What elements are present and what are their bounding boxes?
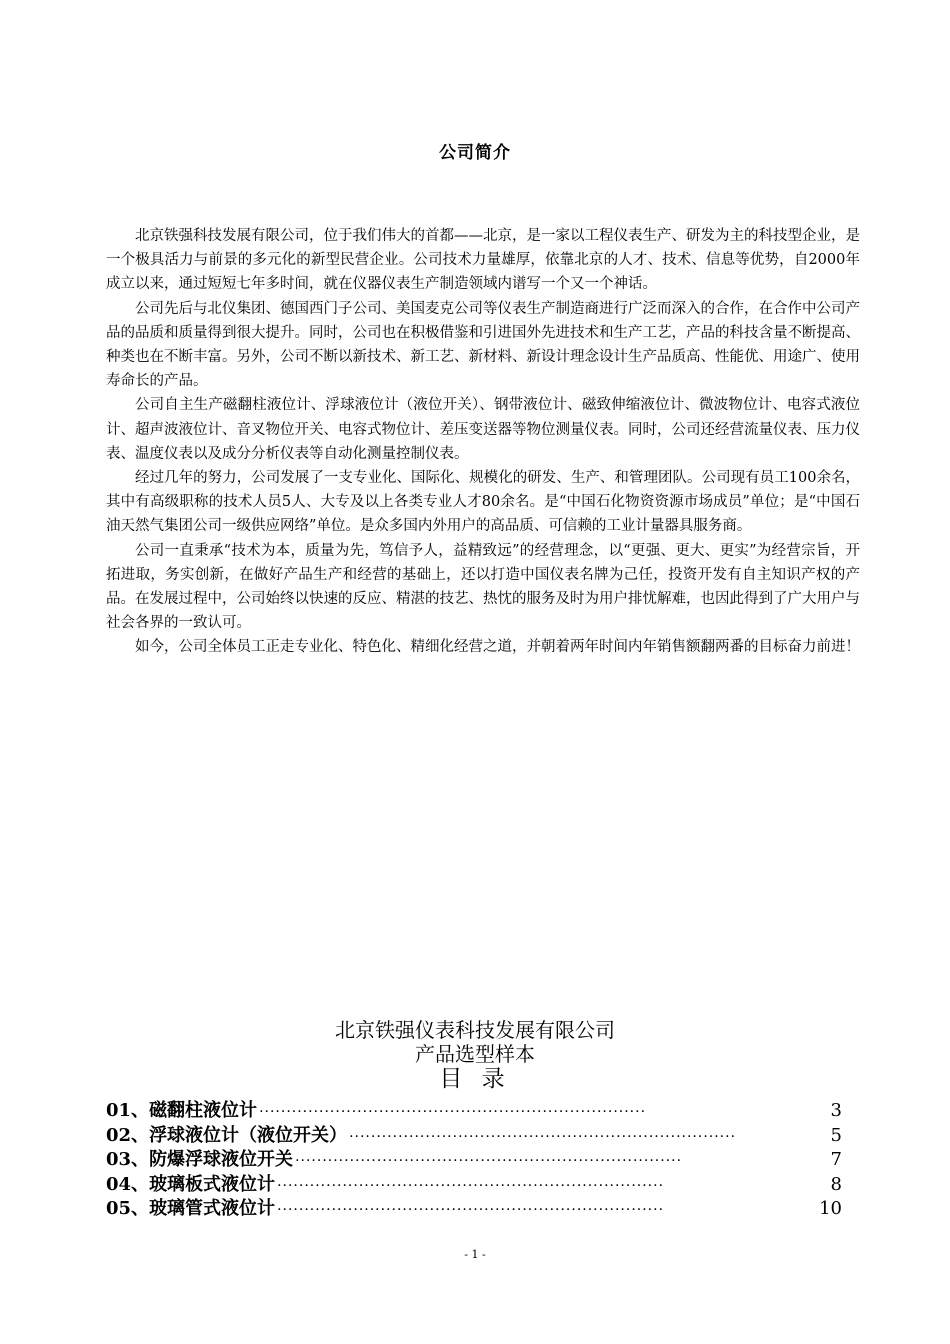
intro-title: 公司简介	[439, 143, 511, 163]
table-of-contents	[106, 1096, 842, 1219]
catalog-company-name: 北京铁强仪表科技发展有限公司	[335, 1018, 615, 1042]
toc-entry-page: 10	[819, 1198, 842, 1219]
toc-entry-label: 防爆浮球液位开关	[149, 1149, 294, 1170]
intro-paragraph: 公司先后与北仪集团、德国西门子公司、美国麦克公司等仪表生产制造商进行广泛而深入的合作，在合作中公司产品的品质和质量得到很大提升。同时，公司也在积极借鉴和引进国外先进技术和生产工艺，产品的科技含量不断提高、种类也在不断丰富。另外，公司不断以新技术、新工艺、新材料、新设计理念设计生产品质高、性能优、用途广、使用寿命长的产品。	[106, 300, 860, 390]
toc-entry[interactable]	[106, 1145, 842, 1170]
toc-entry[interactable]	[106, 1170, 842, 1195]
toc-entry-number: 04、	[106, 1173, 150, 1195]
toc-entry-page: 8	[830, 1173, 842, 1195]
toc-leader-dots: ·······································································	[349, 1128, 737, 1145]
toc-entry-number: 01、	[106, 1100, 150, 1121]
intro-paragraph: 公司一直秉承“技术为本，质量为先，笃信予人，益精致远”的经营理念，以“更强、更大、更实”为经营宗旨，开拓进取，务实创新，在做好产品生产和经营的基础上，还以打造中国仪表名牌为己任，投资开发有自主知识产权的产品。在发展过程中，公司始终以快速的反应、精湛的技艺、热忱的服务及时为用户排忧解难，也因此得到了广大用户与社会各界的一致认可。	[106, 542, 860, 632]
toc-entry-label: 浮球液位计（液位开关）	[149, 1124, 348, 1146]
toc-leader-dots: ·······································································	[259, 1104, 647, 1120]
page-number: - 1 -	[464, 1248, 486, 1261]
toc-entry-number: 05、	[106, 1198, 150, 1219]
intro-paragraph: 经过几年的努力，公司发展了一支专业化、国际化、规模化的研发、生产、和管理团队。公司现有员工100余名，其中有高级职称的技术人员5人、大专及以上各类专业人才80余名。是“中国石化物资资源市场成员”单位；是“中国石油天然气集团公司一级供应网络”单位。是众多国内外用户的高品质、可信赖的工业计量器具服务商。	[106, 470, 860, 535]
toc-entry[interactable]	[106, 1194, 842, 1219]
toc-entry-label: 玻璃管式液位计	[149, 1198, 276, 1219]
toc-entry-page: 3	[830, 1100, 842, 1121]
intro-paragraph: 公司自主生产磁翻柱液位计、浮球液位计（液位开关）、钢带液位计、磁致伸缩液位计、微波物位计、电容式液位计、超声波液位计、音叉物位开关、电容式物位计、差压变送器等物位测量仪表。同时，公司还经营流量仪表、压力仪表、温度仪表以及成分分析仪表等自动化测量控制仪表。	[106, 397, 860, 462]
toc-leader-dots: ·······································································	[295, 1153, 683, 1169]
toc-entry-number: 02、	[106, 1124, 150, 1146]
intro-paragraph: 北京铁强科技发展有限公司，位于我们伟大的首都——北京，是一家以工程仪表生产、研发为主的科技型企业，是一个极具活力与前景的多元化的新型民营企业。公司技术力量雄厚，依靠北京的人才、技术、信息等优势，自2000年成立以来，通过短短七年多时间，就在仪器仪表生产制造领域内谱写一个又一个神话。	[106, 228, 860, 293]
toc-leader-dots: ·······································································	[277, 1177, 665, 1194]
toc-entry-label: 玻璃板式液位计	[149, 1173, 276, 1195]
intro-body	[106, 224, 860, 660]
toc-entry-page: 5	[830, 1124, 842, 1146]
catalog-header	[0, 1018, 950, 1092]
toc-entry[interactable]	[106, 1096, 842, 1121]
toc-entry-label: 磁翻柱液位计	[149, 1100, 258, 1121]
catalog-subtitle: 产品选型样本	[415, 1042, 535, 1066]
intro-paragraph: 如今，公司全体员工正走专业化、特色化、精细化经营之道，并朝着两年时间内年销售额翻两番的目标奋力前进！	[135, 639, 860, 656]
toc-title: 目 录	[439, 1066, 511, 1092]
toc-entry-page: 7	[830, 1149, 842, 1170]
toc-leader-dots: ·······································································	[277, 1202, 665, 1218]
toc-entry-number: 03、	[106, 1149, 150, 1170]
toc-entry[interactable]	[106, 1121, 842, 1146]
